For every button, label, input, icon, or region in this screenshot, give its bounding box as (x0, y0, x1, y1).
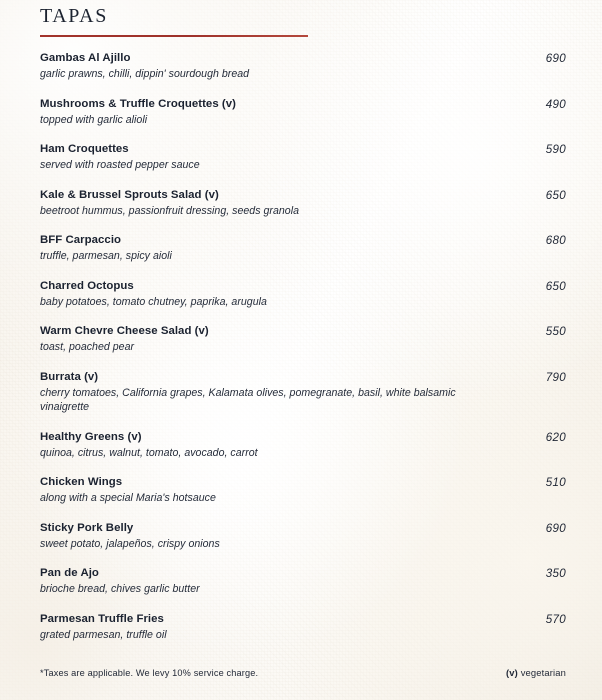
menu-item[interactable] (40, 51, 566, 82)
menu-item-text (40, 430, 510, 461)
menu-item-name: Chicken Wings (40, 476, 123, 488)
menu-item-description: quinoa, citrus, walnut, tomato, avocado, carrot (40, 446, 258, 459)
menu-item-description: brioche bread, chives garlic butter (40, 583, 200, 595)
menu-item[interactable] (40, 233, 566, 264)
menu-item[interactable] (40, 97, 566, 128)
menu-item-description: garlic prawns, chilli, dippin' sourdough bread (40, 68, 250, 80)
menu-item[interactable] (40, 324, 566, 355)
vegetarian-legend-key: (v) (506, 667, 518, 678)
menu-item-price: 590 (545, 143, 566, 156)
menu-item-price: 620 (545, 430, 566, 444)
menu-item-price: 790 (545, 370, 566, 384)
menu-item-price: 570 (545, 612, 566, 626)
menu-item-text (40, 51, 510, 82)
menu-item-description: truffle, parmesan, spicy aioli (40, 250, 172, 262)
menu-item-price: 650 (545, 279, 566, 293)
menu-item-name: BFF Carpaccio (40, 234, 122, 246)
menu-item-text (40, 566, 510, 597)
menu-item-price: 510 (545, 476, 566, 489)
menu-item-name: Mushrooms & Truffle Croquettes (v) (40, 97, 236, 110)
menu-item-name: Kale & Brussel Sprouts Salad (v) (40, 188, 219, 201)
menu-item-description: baby potatoes, tomato chutney, paprika, arugula (40, 295, 267, 308)
menu-item-price: 650 (545, 188, 566, 202)
menu-item-name: Gambas Al Ajillo (40, 52, 131, 64)
menu-item-price: 550 (545, 325, 566, 338)
menu-item-price: 690 (545, 521, 566, 535)
menu-item[interactable] (40, 430, 566, 461)
menu-item-description: cherry tomatoes, California grapes, Kalamata olives, pomegranate, basil, white balsamic vinaigrette (40, 386, 456, 413)
menu-item-name: Warm Chevre Cheese Salad (v) (40, 325, 209, 337)
menu-item-name: Sticky Pork Belly (40, 521, 134, 534)
menu-item-text (40, 324, 510, 355)
menu-item-text (40, 612, 510, 643)
menu-item[interactable] (40, 279, 566, 310)
vegetarian-legend (506, 667, 566, 678)
page-title: TAPAS (40, 5, 108, 27)
menu-item[interactable] (40, 521, 566, 552)
menu-item-name: Parmesan Truffle Fries (40, 612, 164, 625)
menu-item[interactable] (40, 142, 566, 173)
menu-item-price: 690 (545, 52, 566, 65)
menu-item-description: along with a special Maria's hotsauce (40, 492, 216, 504)
menu-item-price: 680 (545, 234, 566, 247)
menu-item[interactable] (40, 475, 566, 506)
menu-item-text (40, 279, 510, 310)
tax-disclaimer: *Taxes are applicable. We levy 10% service charge. (40, 668, 259, 678)
menu-item-name: Ham Croquettes (40, 143, 129, 155)
menu-item-name: Burrata (v) (40, 370, 99, 383)
section-header (40, 0, 566, 37)
menu-item-description: toast, poached pear (40, 341, 135, 353)
menu-item-name: Healthy Greens (v) (40, 430, 142, 443)
menu-item[interactable] (40, 612, 566, 643)
menu-item-text (40, 188, 510, 219)
menu-item-description: topped with garlic alioli (40, 113, 148, 126)
menu-item[interactable] (40, 566, 566, 597)
menu-item-text (40, 475, 510, 506)
menu-item-description: grated parmesan, truffle oil (40, 628, 167, 641)
menu-item[interactable] (40, 370, 566, 415)
menu-item-price: 350 (545, 567, 566, 580)
menu-item-price: 490 (545, 97, 566, 111)
menu-item-text (40, 142, 510, 173)
menu-item-description: served with roasted pepper sauce (40, 159, 200, 171)
menu-item-text (40, 97, 510, 128)
menu-item-text (40, 233, 510, 264)
menu-item-text (40, 521, 510, 552)
menu-footer (40, 667, 566, 678)
menu-list (40, 51, 566, 642)
menu-item-name: Charred Octopus (40, 279, 134, 292)
menu-item[interactable] (40, 188, 566, 219)
menu-item-text (40, 370, 510, 415)
menu-item-description: sweet potato, jalapeños, crispy onions (40, 537, 220, 550)
title-divider (40, 35, 308, 37)
vegetarian-legend-label: vegetarian (520, 667, 566, 678)
menu-item-description: beetroot hummus, passionfruit dressing, seeds granola (40, 204, 299, 217)
menu-item-name: Pan de Ajo (40, 567, 99, 579)
